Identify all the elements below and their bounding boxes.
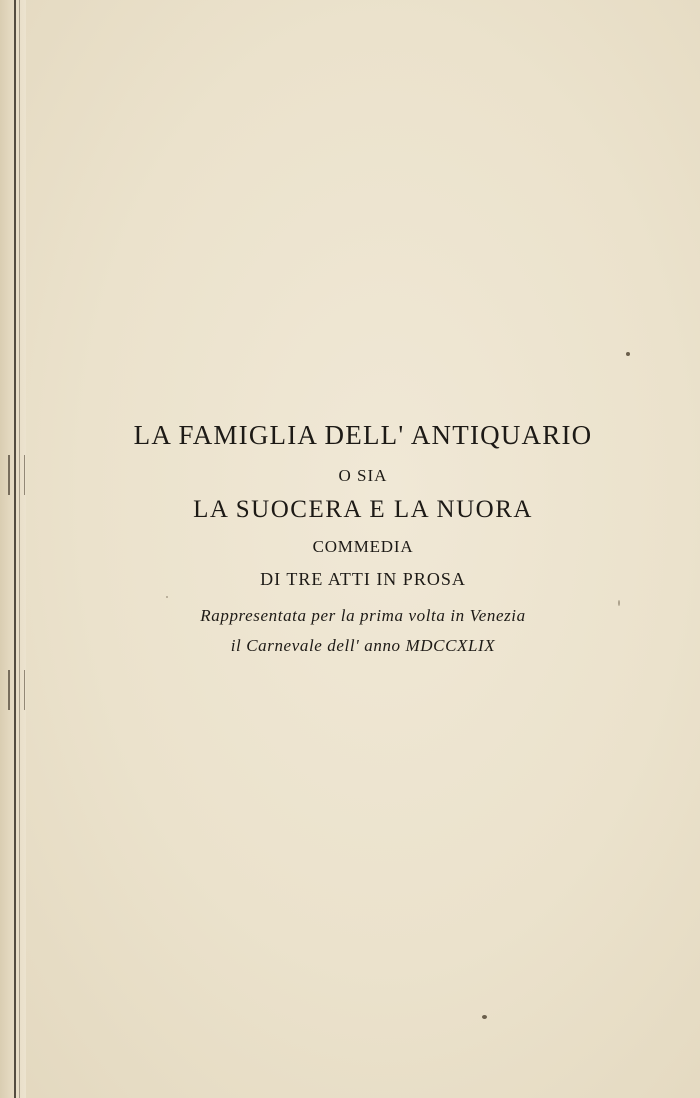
binding-line <box>14 0 16 1098</box>
play-subtitle: LA SUOCERA E LA NUORA <box>193 496 533 523</box>
paper-speck <box>482 1015 487 1019</box>
binding-stitch <box>8 670 25 710</box>
paper-speck <box>626 352 630 356</box>
binding-line-inner <box>19 0 20 1098</box>
performance-note-line1: Rappresentata per la prima volta in Venezia <box>200 606 526 625</box>
play-genre: COMMEDIA <box>312 537 414 556</box>
paper-speck <box>166 596 168 598</box>
binding-stitch <box>8 455 25 495</box>
title-conjunction: O SIA <box>338 466 388 485</box>
performance-note-line2: il Carnevale dell' anno MDCCXLIX <box>230 636 496 655</box>
play-structure: DI TRE ATTI IN PROSA <box>260 569 466 589</box>
binding-edge <box>0 0 26 1098</box>
play-title: LA FAMIGLIA DELL' ANTIQUARIO <box>133 420 593 450</box>
